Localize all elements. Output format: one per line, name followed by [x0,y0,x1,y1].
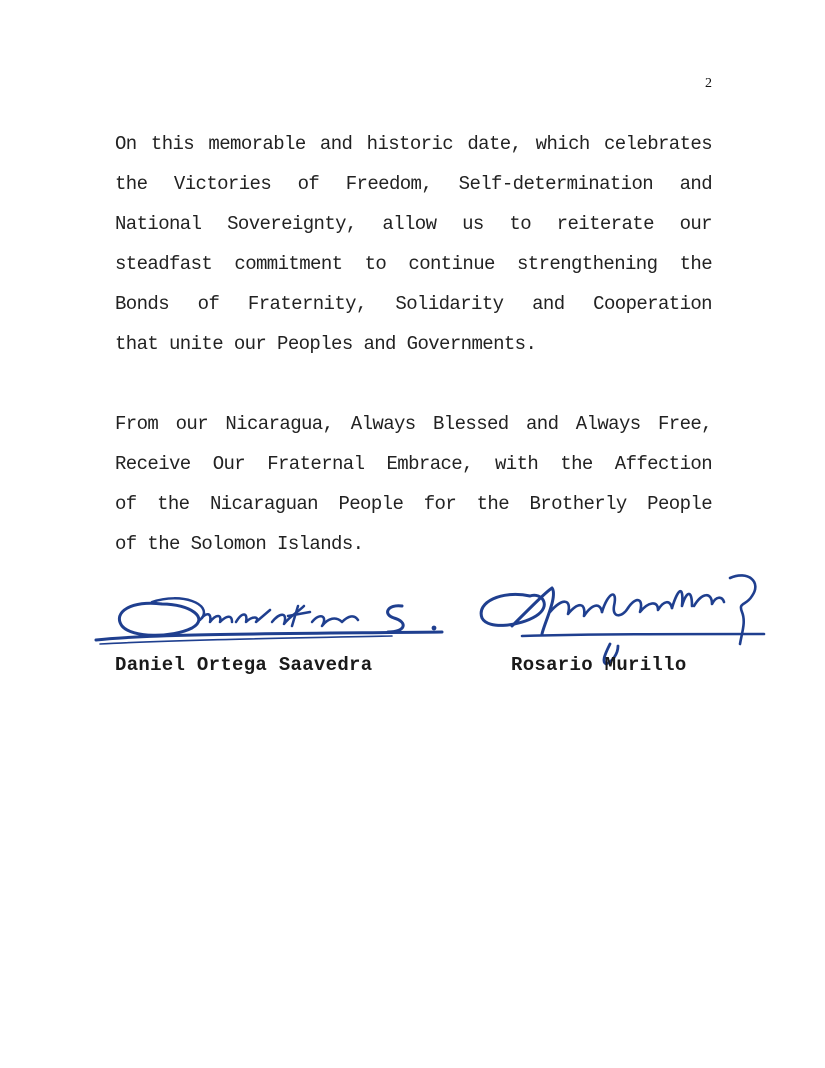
signature-ortega [92,582,452,654]
page-number: 2 [705,76,712,91]
paragraph-1-line-6: that unite our Peoples and Governments. [115,333,537,355]
paragraph-2-line-3: of the Nicaraguan People for the Brotherly People [115,493,712,515]
paragraph-1-line-4: steadfast commitment to continue strengthening the [115,253,712,275]
signature-murillo [472,562,772,666]
paragraph-1 [115,124,712,364]
paragraph-1-line-5: Bonds of Fraternity, Solidarity and Cooperation [115,293,712,315]
paragraph-2-line-2: Receive Our Fraternal Embrace, with the Affection [115,453,712,475]
paragraph-2 [115,404,712,564]
paragraph-1-line-3: National Sovereignty, allow us to reiterate our [115,213,712,235]
paragraph-2-line-4: of the Solomon Islands. [115,533,364,555]
signatory-name-murillo: Rosario Murillo [511,654,687,676]
paragraph-1-line-2: the Victories of Freedom, Self-determination and [115,173,712,195]
paragraph-2-line-1: From our Nicaragua, Always Blessed and Always Free, [115,413,712,435]
paragraph-1-line-1: On this memorable and historic date, which celebrates [115,133,712,155]
signatory-name-ortega: Daniel Ortega Saavedra [115,654,373,676]
